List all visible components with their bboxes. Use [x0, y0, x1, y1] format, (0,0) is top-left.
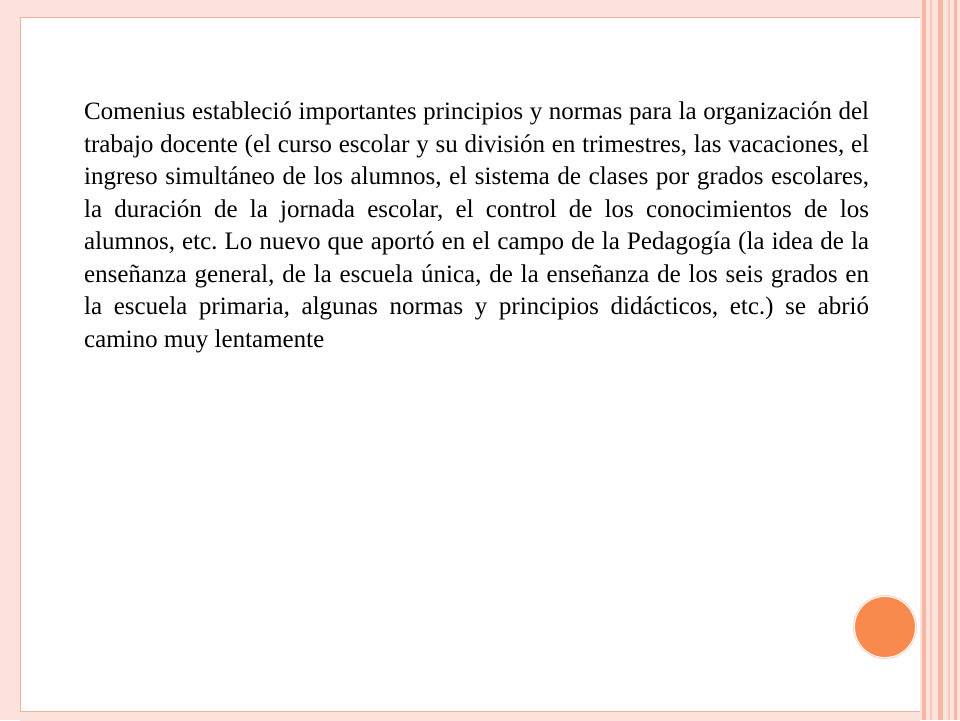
decorative-stripe: [930, 0, 932, 720]
slide-body-text: Comenius estableció importantes principios y normas para la organización del trabajo docente (el curso escolar y su división en trimestres, las vacaciones, el ingreso simultáneo de los alumnos, el sistema de clases por grados escolares, la duración de la jornada escolar, el control de los conocimientos de los alumnos, etc. Lo nuevo que aportó en el campo de la Pedagogía (la idea de la enseñanza general, de la escuela única, de la enseñanza de los seis grados en la escuela primaria, algunas normas y principios didácticos, etc.) se abrió camino muy lentamente: [84, 98, 869, 353]
accent-circle: [855, 597, 915, 657]
decorative-stripe: [948, 0, 950, 720]
decorative-stripe: [938, 0, 943, 720]
slide-frame-left: [0, 0, 21, 720]
decorative-stripe: [922, 0, 926, 720]
decorative-stripe: [954, 0, 957, 720]
slide-frame-top: [20, 0, 920, 18]
